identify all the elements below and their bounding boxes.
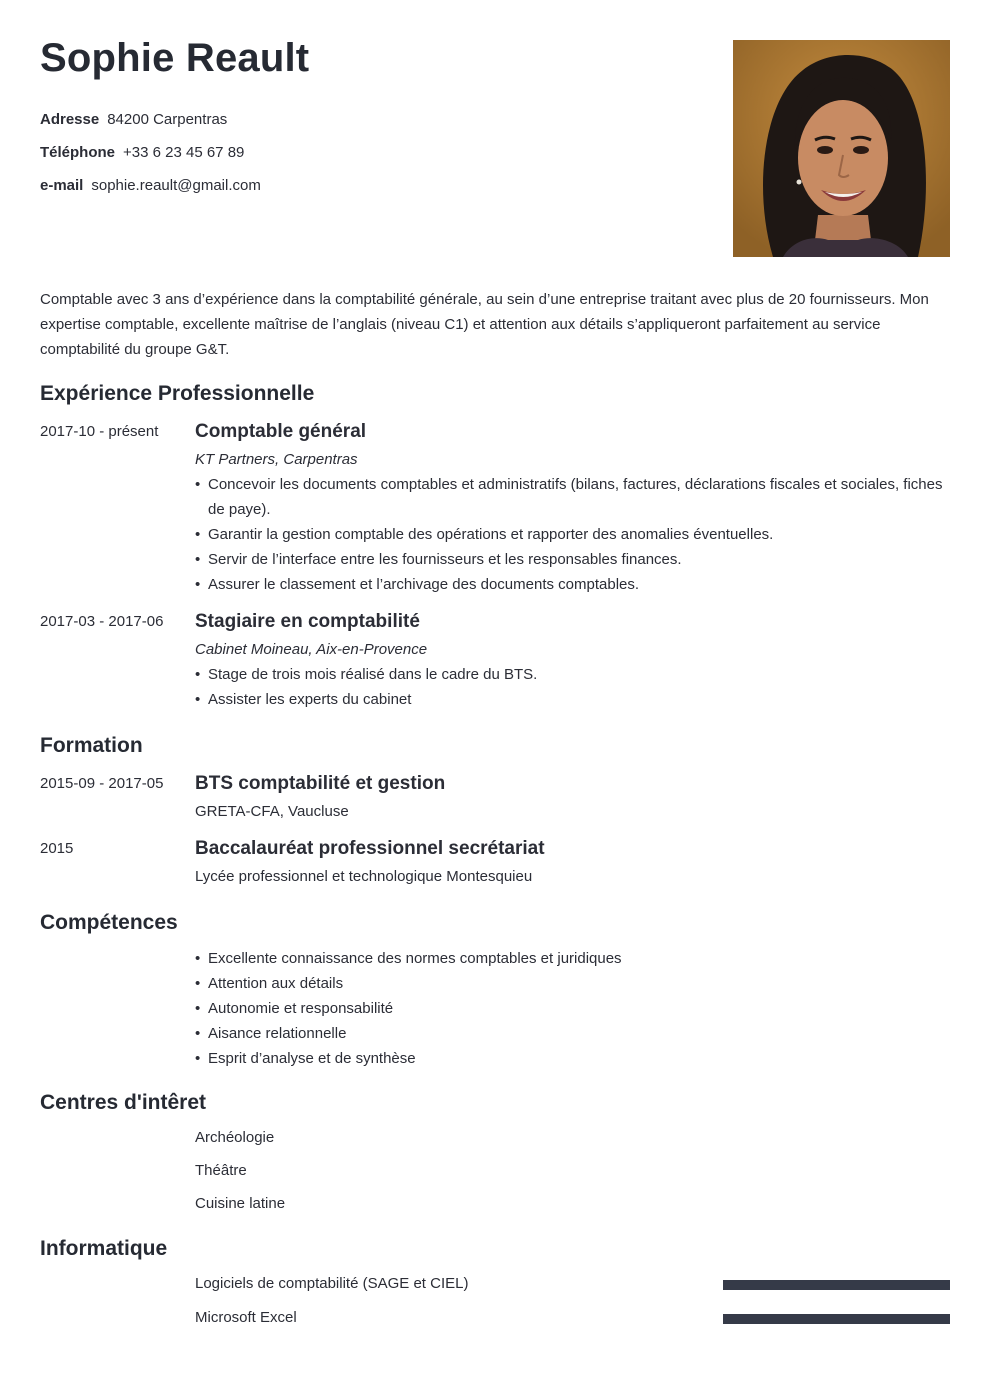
- entry-bullets: [195, 472, 950, 597]
- contact-value: sophie.reault@gmail.com: [91, 177, 261, 194]
- computing-skill-name: Microsoft Excel: [195, 1309, 297, 1326]
- contact-label: Adresse: [40, 111, 100, 128]
- entry-company: KT Partners, Carpentras: [195, 451, 358, 468]
- skill-level-bar: [723, 1314, 950, 1324]
- entry-title: Baccalauréat professionnel secrétariat: [195, 838, 545, 859]
- contact-value: +33 6 23 45 67 89: [123, 144, 245, 161]
- entry-date: 2017-10 - présent: [40, 423, 159, 440]
- list-item: • Assurer le classement et l’archivage des documents comptables.: [195, 572, 950, 597]
- entry-bullets: [195, 662, 950, 712]
- list-item: • Esprit d’analyse et de synthèse: [195, 1046, 950, 1071]
- section-title-experience: Expérience Professionnelle: [40, 382, 315, 405]
- portrait-image: [733, 40, 950, 257]
- contact-address: [40, 110, 261, 143]
- entry-school: Lycée professionnel et technologique Montesquieu: [195, 868, 533, 885]
- list-item: Théâtre: [195, 1162, 247, 1179]
- skill-level-fill: [723, 1280, 950, 1290]
- list-item: • Autonomie et responsabilité: [195, 996, 950, 1021]
- entry-title: BTS comptabilité et gestion: [195, 773, 446, 794]
- computing-row: [195, 1308, 950, 1328]
- skill-level-fill: [723, 1314, 950, 1324]
- list-item: • Assister les experts du cabinet: [195, 687, 950, 712]
- entry-body: [195, 838, 950, 889]
- contact-block: [40, 110, 261, 209]
- profile-summary: Comptable avec 3 ans d’expérience dans la comptabilité générale, au sein d’une entreprise traitant avec plus de 20 fournisseurs. Mon expertise comptable, excellente maîtrise de l’anglais (niveau C1) et attention aux détails s’appliqueront parfaitement au service comptabilité du groupe G&T.: [40, 291, 929, 358]
- interests-list: [195, 1128, 285, 1227]
- contact-email: [40, 176, 261, 209]
- list-item: • Attention aux détails: [195, 971, 950, 996]
- entry-title: Comptable général: [195, 421, 367, 442]
- section-title-interests: Centres d'intêret: [40, 1091, 207, 1114]
- contact-phone: [40, 143, 261, 176]
- skill-level-bar: [723, 1280, 950, 1290]
- section-title-education: Formation: [40, 734, 143, 757]
- computing-skill-name: Logiciels de comptabilité (SAGE et CIEL): [195, 1275, 469, 1292]
- contact-label: Téléphone: [40, 144, 116, 161]
- list-item: • Servir de l’interface entre les fournisseurs et les responsables finances.: [195, 547, 950, 572]
- list-item: • Excellente connaissance des normes comptables et juridiques: [195, 946, 950, 971]
- list-item: • Garantir la gestion comptable des opérations et rapporter des anomalies éventuelles.: [195, 522, 950, 547]
- section-title-computing: Informatique: [40, 1237, 168, 1260]
- entry-date: 2017-03 - 2017-06: [40, 613, 164, 630]
- section-title-skills: Compétences: [40, 911, 178, 934]
- entry-date: 2015: [40, 840, 74, 857]
- entry-date: 2015-09 - 2017-05: [40, 775, 164, 792]
- contact-value: 84200 Carpentras: [107, 111, 228, 128]
- entry-body: [195, 611, 950, 712]
- skills-list: [195, 946, 950, 1071]
- entry-school: GRETA-CFA, Vaucluse: [195, 803, 349, 820]
- candidate-name: Sophie Reault: [40, 36, 310, 80]
- list-item: • Aisance relationnelle: [195, 1021, 950, 1046]
- entry-body: [195, 773, 950, 824]
- entry-body: [195, 421, 950, 597]
- list-item: • Stage de trois mois réalisé dans le cadre du BTS.: [195, 662, 950, 687]
- list-item: Cuisine latine: [195, 1195, 286, 1212]
- contact-label: e-mail: [40, 177, 84, 194]
- entry-company: Cabinet Moineau, Aix-en-Provence: [195, 641, 428, 658]
- computing-row: [195, 1274, 950, 1294]
- list-item: • Concevoir les documents comptables et administratifs (bilans, factures, déclarations fiscales et sociales, fiches de paye).: [195, 472, 950, 522]
- entry-title: Stagiaire en comptabilité: [195, 611, 420, 632]
- profile-photo: [733, 40, 950, 257]
- list-item: Archéologie: [195, 1129, 275, 1146]
